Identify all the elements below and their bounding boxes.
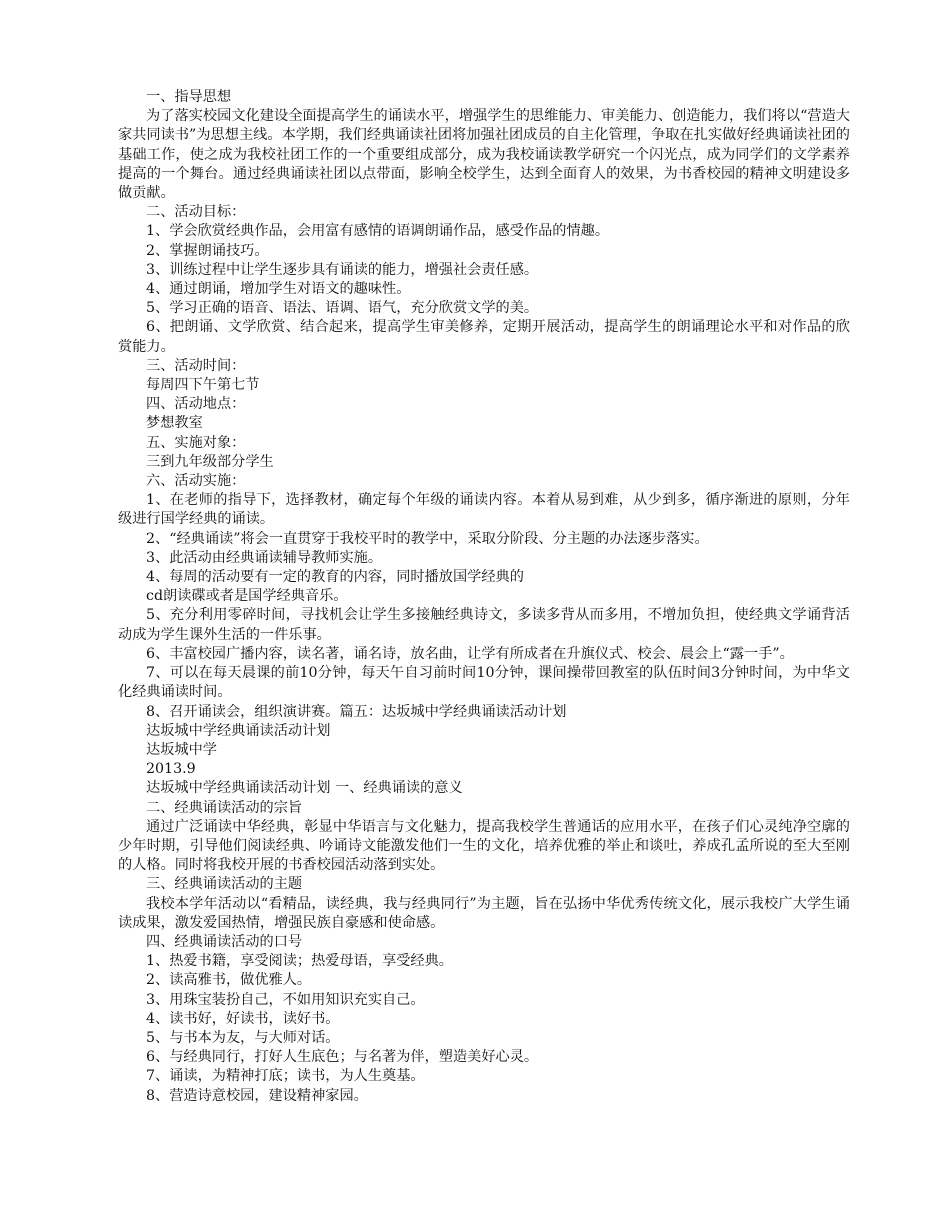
slogan-item-8: 8、营造诗意校园，建设精神家园。 [146, 1087, 368, 1104]
heading-significance: 达坂城中学经典诵读活动计划 一、经典诵读的意义 [146, 780, 463, 797]
document-body [118, 88, 850, 1106]
slogan-item-3: 3、用珠宝装扮自己，不如用知识充实自己。 [146, 991, 425, 1008]
slogan-item-4: 4、读书好，好读书，读好书。 [146, 1010, 340, 1027]
heading-implementation: 六、活动实施： [146, 473, 246, 490]
heading-activity-location: 四、活动地点： [146, 396, 246, 413]
implementation-item-8: 8、召开诵读会，组织演讲赛。篇五：达坂城中学经典诵读活动计划 [146, 703, 567, 720]
goal-item-2: 2、掌握朗诵技巧。 [146, 242, 269, 259]
slogan-item-2: 2、读高雅书，做优雅人。 [146, 972, 312, 989]
goal-item-4: 4、通过朗诵，增加学生对语文的趣味性。 [146, 281, 411, 298]
heading-activity-goals: 二、活动目标： [146, 204, 246, 221]
slogan-item-5: 5、与书本为友，与大师对话。 [146, 1029, 340, 1046]
activity-location-value: 梦想教室 [146, 415, 203, 432]
slogan-item-6: 6、与经典同行，打好人生底色；与名著为伴，塑造美好心灵。 [146, 1049, 539, 1066]
paragraph-purpose: 通过广泛诵读中华经典，彰显中华语言与文化魅力，提高我校学生普通话的应用水平，在孩子们心灵纯净空廓的少年时期，引导他们阅读经典、吟诵诗文能激发他们一生的文化，培养优雅的举止和谈吐，养成孔孟所说的至大至刚的人格。同时将我校开展的书香校园活动落到实处。 [118, 818, 850, 874]
goal-item-1: 1、学会欣赏经典作品，会用富有感情的语调朗诵作品，感受作品的情趣。 [146, 223, 610, 240]
slogan-item-7: 7、诵读，为精神打底；读书，为人生奠基。 [146, 1068, 425, 1085]
goal-item-5: 5、学习正确的语音、语法、语调、语气，充分欣赏文学的美。 [146, 300, 539, 317]
heading-theme: 三、经典诵读活动的主题 [146, 876, 303, 893]
slogan-item-1: 1、热爱书籍，享受阅读；热爱母语，享受经典。 [146, 953, 453, 970]
paragraph-theme: 我校本学年活动以“看精品，读经典，我与经典同行”为主题，旨在弘扬中华优秀传统文化，展示我校广大学生诵读成果，激发爱国热情，增强民族自豪感和使命感。 [118, 895, 850, 931]
heading-slogans: 四、经典诵读活动的口号 [146, 933, 303, 950]
activity-time-value: 每周四下午第七节 [146, 377, 260, 394]
target-group-value: 三到九年级部分学生 [146, 453, 274, 470]
school-name: 达坂城中学 [146, 741, 217, 758]
implementation-item-2: 2、“经典诵读”将会一直贯穿于我校平时的教学中，采取分阶段、分主题的办法逐步落实。 [146, 530, 709, 547]
implementation-item-6: 6、丰富校园广播内容，读名著，诵名诗，放名曲，让学有所成者在升旗仪式、校会、晨会上“露一手”。 [146, 645, 794, 662]
heading-target-group: 五、实施对象： [146, 434, 246, 451]
heading-activity-time: 三、活动时间： [146, 357, 246, 374]
goal-item-6: 6、把朗诵、文学欣赏、结合起来，提高学生审美修养，定期开展活动，提高学生的朗诵理论水平和对作品的欣赏能力。 [118, 319, 850, 355]
paragraph-guiding-thought: 为了落实校园文化建设全面提高学生的诵读水平，增强学生的思维能力、审美能力、创造能力，我们将以“营造大家共同读书”为思想主线。本学期，我们经典诵读社团将加强社团成员的自主化管理，争取在扎实做好经典诵读社团的基础工作，使之成为我校社团工作的一个重要组成部分，成为我校诵读教学研究一个闪光点，成为同学们的文学素养提高的一个舞台。通过经典诵读社团以点带面，影响全校学生，达到全面育人的效果，为书香校园的精神文明建设多做贡献。 [118, 108, 850, 202]
plan-title: 达坂城中学经典诵读活动计划 [146, 722, 331, 739]
plan-date: 2013.9 [146, 761, 196, 778]
implementation-item-4-continued: cd朗读碟或者是国学经典音乐。 [146, 588, 348, 605]
goal-item-3: 3、训练过程中让学生逐步具有诵读的能力，增强社会责任感。 [146, 261, 539, 278]
implementation-item-3: 3、此活动由经典诵读辅导教师实施。 [146, 549, 383, 566]
implementation-item-4: 4、每周的活动要有一定的教育的内容，同时播放国学经典的 [146, 569, 524, 586]
heading-guiding-thought: 一、指导思想 [146, 89, 232, 105]
implementation-item-1: 1、在老师的指导下，选择教材，确定每个年级的诵读内容。本着从易到难，从少到多，循序渐进的原则，分年级进行国学经典的诵读。 [118, 492, 850, 528]
heading-purpose: 二、经典诵读活动的宗旨 [146, 799, 303, 816]
implementation-item-7: 7、可以在每天晨课的前10分钟，每天午自习前时间10分钟，课间操带回教室的队伍时间3分钟时间，为中华文化经典诵读时间。 [118, 665, 850, 701]
implementation-item-5: 5、充分利用零碎时间，寻找机会让学生多接触经典诗文，多读多背从而多用，不增加负担，使经典文学诵背活动成为学生课外生活的一件乐事。 [118, 607, 850, 643]
